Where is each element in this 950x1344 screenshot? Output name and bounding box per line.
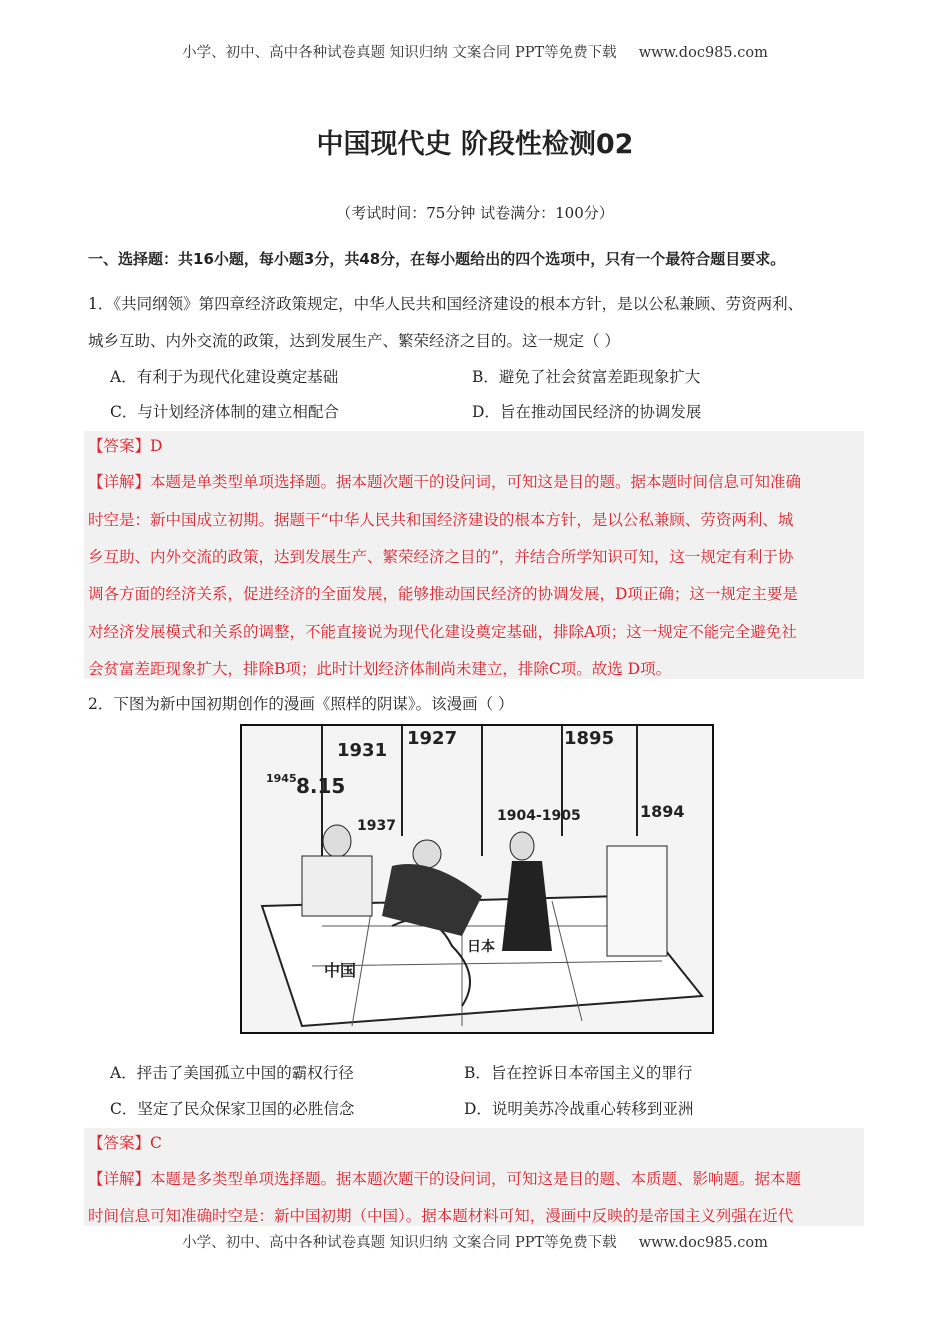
footer-link[interactable]: www.doc985.com — [638, 1235, 768, 1251]
q1-explain-line: 会贫富差距现象扩大，排除B项；此时计划经济体制尚未建立，排除C项。故选 D项。 — [88, 660, 672, 678]
cartoon-label: 1931 — [337, 740, 388, 761]
q2-option-b: B．旨在控诉日本帝国主义的罪行 — [464, 1064, 693, 1082]
header-link[interactable]: www.doc985.com — [638, 45, 768, 61]
cartoon-label: 1904-1905 — [497, 808, 581, 824]
q1-answer: 【答案】D — [88, 437, 163, 455]
cartoon-label: 日本 — [467, 939, 495, 955]
footer-text: 小学、初中、高中各种试卷真题 知识归纳 文案合同 PPT等免费下载 — [182, 1235, 617, 1251]
cartoon-label: 1895 — [564, 728, 615, 749]
q1-explain-line: 乡互助、内外交流的政策，达到发展生产、繁荣经济之目的”，并结合所学知识可知，这一规定有利于协 — [88, 548, 794, 566]
q2-explain-line: 【详解】本题是多类型单项选择题。据本题次题干的设问词，可知这是目的题、本质题、影响题。据本题 — [88, 1170, 802, 1188]
page-header — [0, 41, 950, 62]
cartoon-label: 8.15 — [296, 774, 346, 798]
q2-option-a: A．抨击了美国孤立中国的霸权行径 — [110, 1064, 354, 1082]
page-footer — [0, 1231, 950, 1252]
cartoon-label: 1945 — [266, 772, 297, 785]
cartoon-label: 1927 — [407, 728, 458, 749]
q2-option-d: D．说明美苏冷战重心转移到亚洲 — [464, 1100, 694, 1118]
q1-explain-line: 调各方面的经济关系，促进经济的全面发展，能够推动国民经济的协调发展，D项正确；这一规定主要是 — [88, 585, 798, 603]
section-heading: 一、选择题：共16小题，每小题3分，共48分，在每小题给出的四个选项中，只有一个最符合题目要求。 — [88, 250, 786, 268]
exam-info: （考试时间：75分钟 试卷满分：100分） — [336, 204, 614, 222]
cartoon-label: 1894 — [640, 802, 685, 821]
q1-option-d: D．旨在推动国民经济的协调发展 — [472, 403, 702, 421]
q2-option-c: C．坚定了民众保家卫国的必胜信念 — [110, 1100, 355, 1118]
q1-option-b: B．避免了社会贫富差距现象扩大 — [472, 368, 701, 386]
cartoon-label: 中国 — [324, 961, 357, 980]
cartoon-drawing — [242, 726, 712, 1032]
q1-option-c: C．与计划经济体制的建立相配合 — [110, 403, 339, 421]
q1-explain-line: 【详解】本题是单类型单项选择题。据本题次题干的设问词，可知这是目的题。据本题时间信息可知准确 — [88, 473, 802, 491]
q2-answer: 【答案】C — [88, 1134, 162, 1152]
header-text: 小学、初中、高中各种试卷真题 知识归纳 文案合同 PPT等免费下载 — [182, 45, 617, 61]
q1-explain-line: 时空是：新中国成立初期。据题干“中华人民共和国经济建设的根本方针，是以公私兼顾、劳资两利、城 — [88, 511, 794, 529]
q1-option-a: A．有利于为现代化建设奠定基础 — [110, 368, 339, 386]
cartoon-image — [240, 724, 714, 1034]
q2-explain-line: 时间信息可知准确时空是：新中国初期（中国）。据本题材料可知，漫画中反映的是帝国主义列强在近代 — [88, 1207, 794, 1225]
question-1-line: 城乡互助、内外交流的政策，达到发展生产、繁荣经济之目的。这一规定（ ） — [88, 332, 620, 350]
q1-explain-line: 对经济发展模式和关系的调整，不能直接说为现代化建设奠定基础，排除A项；这一规定不能完全避免社 — [88, 623, 797, 641]
question-1-line: 1．《共同纲领》第四章经济政策规定，中华人民共和国经济建设的根本方针，是以公私兼顾、劳资两利、 — [88, 295, 804, 313]
page-title: 中国现代史 阶段性检测02 — [316, 129, 634, 160]
question-2-stem: 2．下图为新中国初期创作的漫画《照样的阴谋》。该漫画（ ） — [88, 695, 514, 713]
cartoon-label: 1937 — [357, 818, 396, 834]
